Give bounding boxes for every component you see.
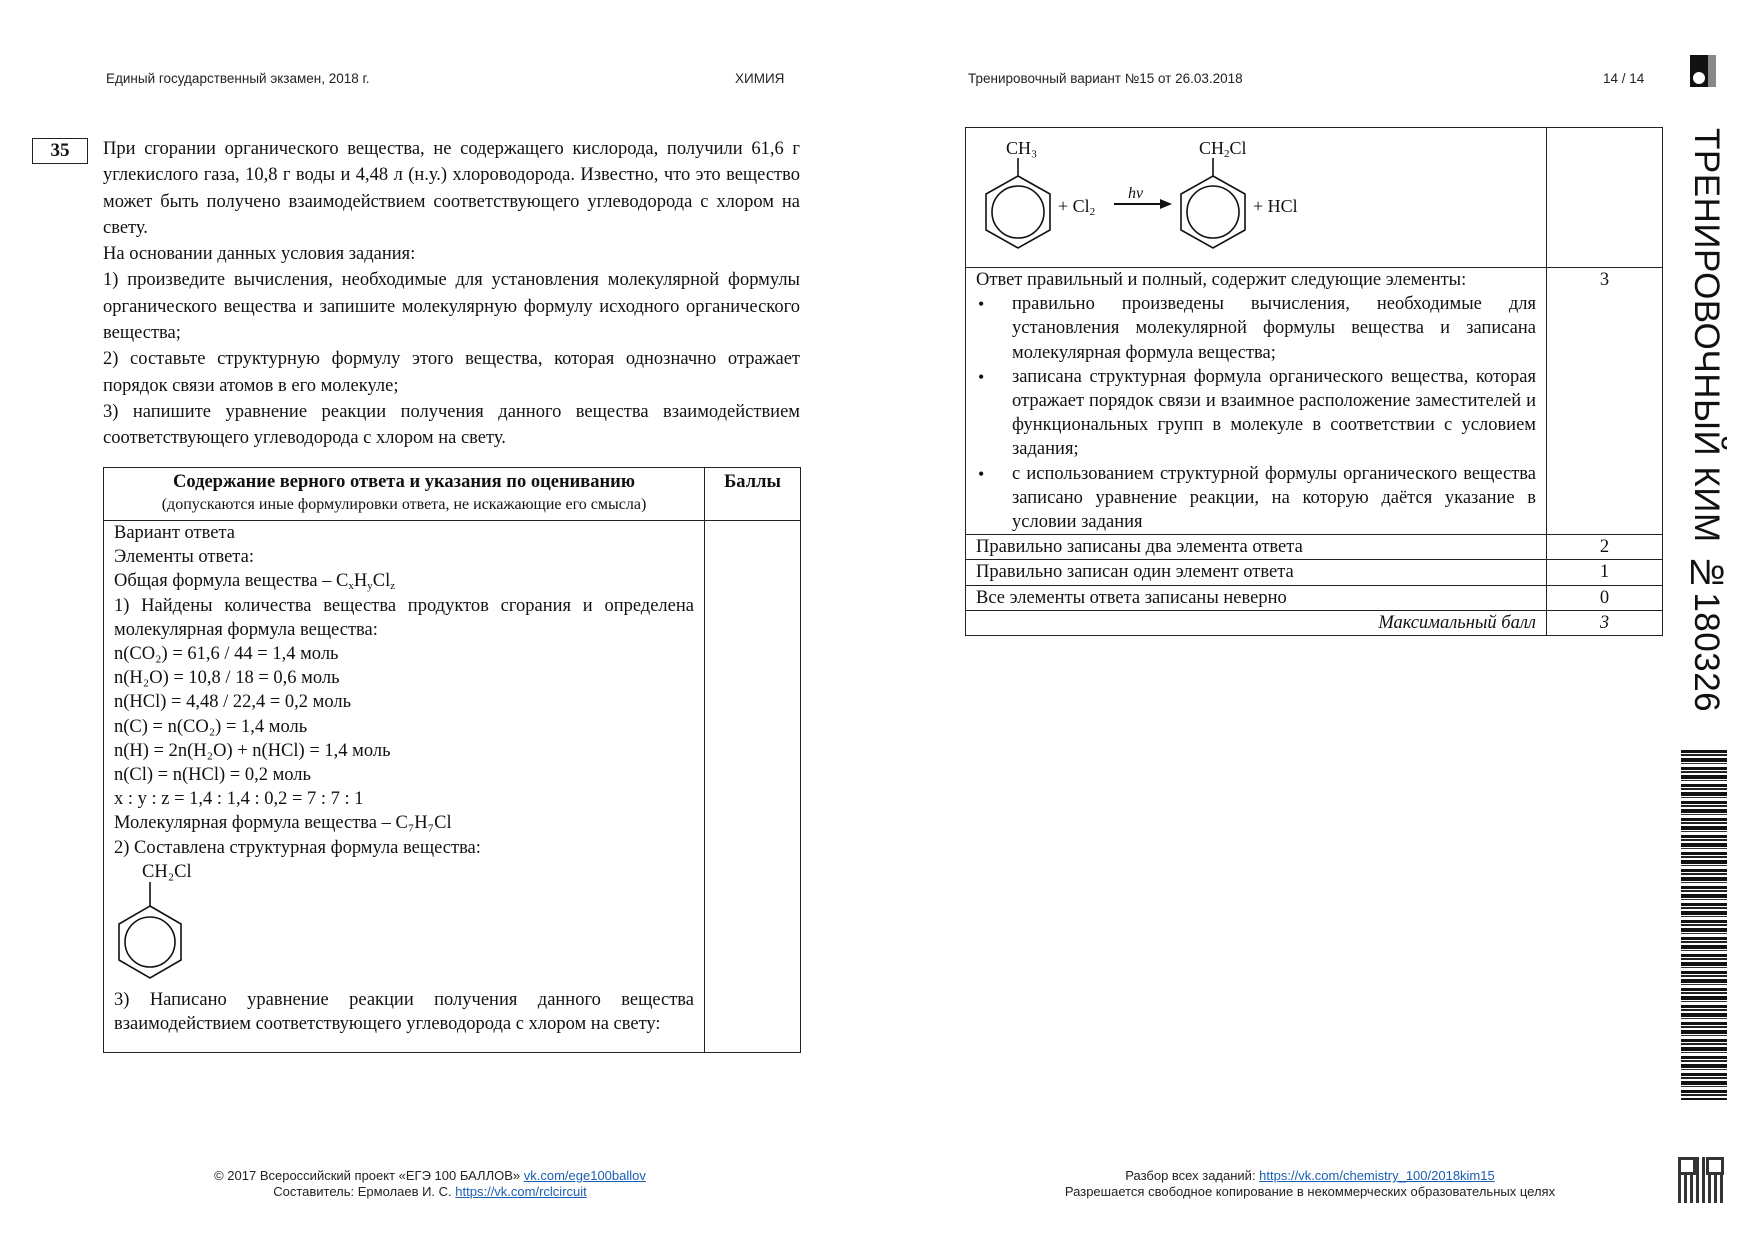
- calc-cl: n(Cl) = n(HCl) = 0,2 моль: [114, 765, 311, 786]
- calc-ratio: x : y : z = 1,4 : 1,4 : 0,2 = 7 : 7 : 1: [114, 789, 364, 810]
- benzyl-chloride-ring-icon: [1171, 156, 1251, 264]
- calc-c: n(C) = n(CO₂) = 1,4 моль: [114, 716, 308, 737]
- score-row-label: Все элементы ответа записаны неверно: [966, 585, 1547, 610]
- variant-label: Вариант ответа: [114, 523, 235, 543]
- criteria-list: [976, 292, 1536, 534]
- criteria-item: • с использованием структурной формулы органического вещества записано уравнение реакции, на которую даётся указание в условии задания: [1012, 462, 1536, 535]
- toluene-ring-icon: [976, 156, 1056, 264]
- link-chemistry-100[interactable]: https://vk.com/chemistry_100/2018kim15: [1259, 1168, 1495, 1183]
- question-task-3: 3) напишите уравнение реакции получения данного вещества взаимодействием соответствующего углеводорода с хлором на свету.: [103, 401, 800, 449]
- logo-icon: [1690, 55, 1716, 87]
- score-row-points: 1: [1547, 560, 1663, 585]
- header-main: Содержание верного ответа и указания по оцениванию: [173, 472, 635, 492]
- full-answer-criteria: [966, 268, 1547, 535]
- reaction-arrow-icon: [1114, 198, 1174, 210]
- question-task-1: 1) произведите вычисления, необходимые для установления молекулярной формулы органического вещества и запишите молекулярную формулу исходного органического вещества;: [103, 270, 800, 344]
- footer-right: Разбор всех заданий: https://vk.com/chemistry_100/2018kim15 Разрешается свободное копирование в некоммерческих образовательных целях: [1010, 1168, 1610, 1200]
- step-3: 3) Написано уравнение реакции получения данного вещества взаимодействием соответствующего углеводорода с хлором на свету:: [114, 989, 694, 1035]
- question-basis: На основании данных условия задания:: [103, 244, 416, 265]
- structure-group-label: CH₂Cl: [142, 861, 192, 882]
- reaction-cell: [966, 128, 1547, 268]
- plus-cl2: + $Cl_2$: [1058, 196, 1096, 218]
- barcode-icon: [1681, 750, 1727, 1100]
- link-rclcircuit[interactable]: https://vk.com/rclcircuit: [455, 1184, 587, 1199]
- product-group: $CH_2Cl$: [1199, 138, 1247, 160]
- page-number: 14 / 14: [1603, 71, 1645, 86]
- footer-left: © 2017 Всероссийский проект «ЕГЭ 100 БАЛЛОВ» vk.com/ege100ballov Составитель: Ермолаев И. С. https://vk.com/rclcircuit: [214, 1168, 646, 1199]
- benzyl-chloride-structure: [114, 860, 694, 988]
- answer-content: [104, 521, 705, 1053]
- answer-points-empty: [705, 521, 801, 1053]
- scoring-table: [965, 127, 1663, 636]
- reaction-condition: hv: [1128, 185, 1144, 202]
- header-variant: Тренировочный вариант №15 от 26.03.2018: [968, 71, 1243, 86]
- copyright-note: Разрешается свободное копирование в некоммерческих образовательных целях: [1064, 1184, 1556, 1199]
- calc-co2: n(CO₂) = 61,6 / 44 = 1,4 моль: [114, 644, 339, 665]
- reaction-points-empty: [1547, 128, 1663, 268]
- step-1: 1) Найдены количества вещества продуктов сгорания и определена молекулярная формула вещества:: [114, 595, 694, 640]
- question-number: 35: [32, 138, 88, 164]
- criteria-item: • правильно произведены вычисления, необходимые для установления молекулярной формулы вещества и записана молекулярная формула вещества;: [1012, 292, 1536, 365]
- plus-hcl: + HCl: [1253, 196, 1298, 216]
- benzene-ring-icon: [114, 880, 194, 988]
- header-exam-title: Единый государственный экзамен, 2018 г.: [106, 71, 370, 86]
- vertical-kim-label: ТРЕНИРОВОЧНЫЙ КИМ №180326: [1687, 128, 1726, 713]
- full-answer-title: Ответ правильный и полный, содержит следующие элементы:: [976, 270, 1467, 290]
- header-sub: (допускаются иные формулировки ответа, не искажающие его смысла): [161, 496, 647, 514]
- max-score-label: Максимальный балл: [966, 610, 1547, 635]
- header-subject: ХИМИЯ: [735, 71, 785, 86]
- answer-table-header: [104, 468, 705, 521]
- full-answer-points: 3: [1547, 268, 1663, 535]
- answer-table: [103, 467, 801, 1053]
- molecular-formula: Молекулярная формула вещества – C₇H₇Cl: [114, 813, 452, 834]
- reactant-group: CH₃: [1006, 138, 1038, 158]
- calc-h: n(H) = 2n(H₂O) + n(HCl) = 1,4 моль: [114, 740, 391, 761]
- criteria-item: • записана структурная формула органического вещества, которая отражает порядок связи и взаимное расположение заместителей и функциональных групп в молекуле в соответствии с условием задания;: [1012, 365, 1536, 462]
- score-row-label: Правильно записаны два элемента ответа: [966, 535, 1547, 560]
- general-formula: Общая формула вещества – $C_xH_yCl_z$: [114, 571, 396, 593]
- max-score-points: 3: [1547, 610, 1663, 635]
- score-row-points: 0: [1547, 585, 1663, 610]
- reaction-equation: [966, 128, 1546, 266]
- calc-h2o: n(H₂O) = 10,8 / 18 = 0,6 моль: [114, 668, 340, 689]
- elements-label: Элементы ответа:: [114, 547, 254, 568]
- link-ege100ballov[interactable]: vk.com/ege100ballov: [523, 1168, 646, 1183]
- score-row-label: Правильно записан один элемент ответа: [966, 560, 1547, 585]
- question-intro: При сгорании органического вещества, не содержащего кислорода, получили 61,6 г углекислого газа, 10,8 г воды и 4,48 л (н.у.) хлороводорода. Известно, что это вещество может быть получено взаимодействием соответствующего углеводорода с хлором на свету.: [103, 139, 800, 238]
- header-points: Баллы: [705, 468, 801, 521]
- score-row-points: 2: [1547, 535, 1663, 560]
- calc-hcl: n(HCl) = 4,48 / 22,4 = 0,2 моль: [114, 692, 352, 713]
- qr-code-icon: [1678, 1157, 1724, 1203]
- question-text: [103, 136, 800, 452]
- question-task-2: 2) составьте структурную формулу этого вещества, которая однозначно отражает порядок связи атомов в его молекуле;: [103, 349, 800, 396]
- step-2: 2) Составлена структурная формула вещества:: [114, 837, 481, 858]
